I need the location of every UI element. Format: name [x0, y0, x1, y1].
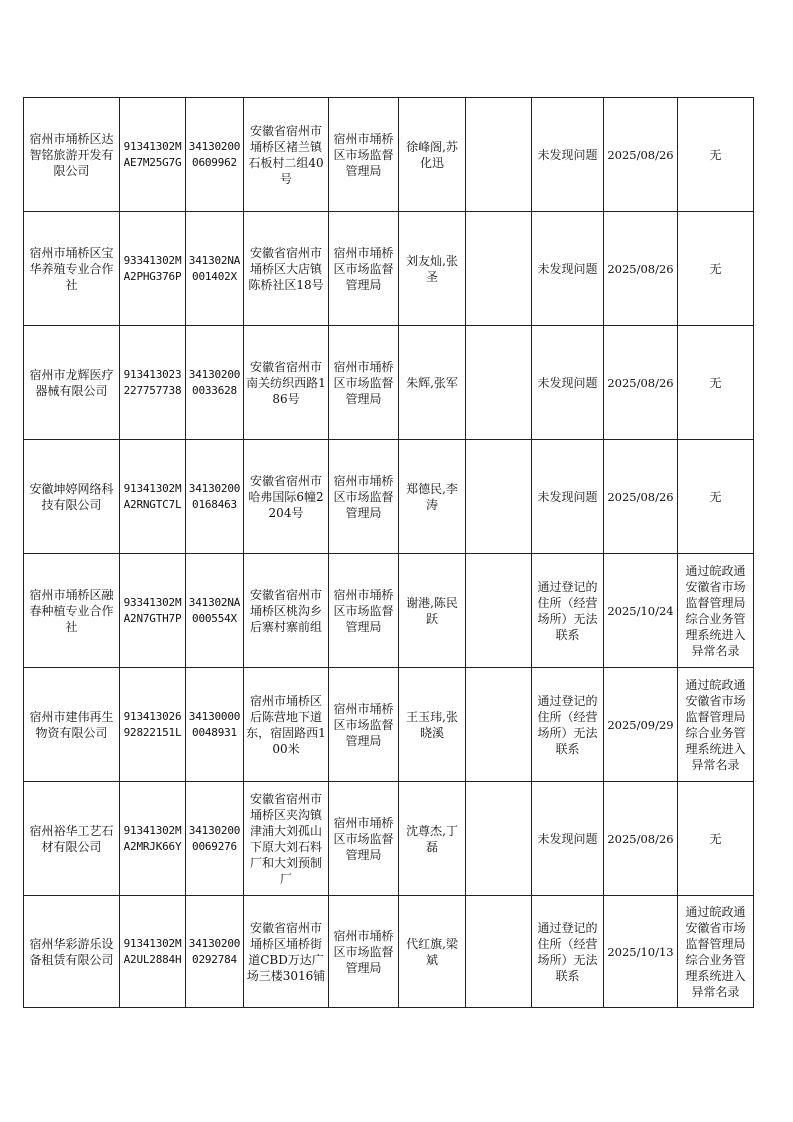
table-row: [24, 668, 754, 782]
registration-number-cell: 341302000033628: [186, 326, 244, 440]
address-cell: 安徽省宿州市埇桥区大店镇陈桥社区18号: [244, 212, 329, 326]
registration-number-cell: 341302NA001402X: [186, 212, 244, 326]
inspection-result-cell: 未发现问题: [532, 440, 604, 554]
address-cell: 安徽省宿州市埇桥区桃沟乡后寨村寨前组: [244, 554, 329, 668]
handling-action-cell: 无: [678, 782, 754, 896]
authority-cell: 宿州市埇桥区市场监督管理局: [329, 668, 399, 782]
inspection-result-cell: 未发现问题: [532, 326, 604, 440]
address-cell: 安徽省宿州市埇桥区埇桥街道CBD万达广场三楼3016铺: [244, 896, 329, 1008]
enterprise-name-cell: 宿州市埇桥区融春种植专业合作社: [24, 554, 120, 668]
inspection-date-cell: 2025/10/24: [604, 554, 678, 668]
address-cell: 安徽省宿州市南关纺织西路186号: [244, 326, 329, 440]
blank-cell: [466, 668, 532, 782]
blank-cell: [466, 326, 532, 440]
authority-cell: 宿州市埇桥区市场监督管理局: [329, 782, 399, 896]
table-row: [24, 782, 754, 896]
credit-code-cell: 91341302MA2MRJK66Y: [120, 782, 186, 896]
address-cell: 安徽省宿州市埇桥区夹沟镇津浦大刘孤山下原大刘石料厂和大刘预制厂: [244, 782, 329, 896]
authority-cell: 宿州市埇桥区市场监督管理局: [329, 212, 399, 326]
blank-cell: [466, 98, 532, 212]
enterprise-name-cell: 宿州华彩游乐设备租赁有限公司: [24, 896, 120, 1008]
enterprise-name-cell: 安徽坤婷网络科技有限公司: [24, 440, 120, 554]
inspectors-cell: 沈尊杰,丁磊: [399, 782, 466, 896]
registration-number-cell: 341302000069276: [186, 782, 244, 896]
inspection-result-cell: 未发现问题: [532, 98, 604, 212]
credit-code-cell: 913413023227757738: [120, 326, 186, 440]
inspection-result-cell: 通过登记的住所（经营场所）无法联系: [532, 896, 604, 1008]
inspection-date-cell: 2025/08/26: [604, 782, 678, 896]
handling-action-cell: 通过皖政通安徽省市场监督管理局综合业务管理系统进入异常名录: [678, 896, 754, 1008]
registration-number-cell: 341300000048931: [186, 668, 244, 782]
table-row: [24, 554, 754, 668]
registration-number-cell: 341302000168463: [186, 440, 244, 554]
address-cell: 安徽省宿州市哈弗国际6幢2204号: [244, 440, 329, 554]
enterprise-name-cell: 宿州裕华工艺石材有限公司: [24, 782, 120, 896]
handling-action-cell: 通过皖政通安徽省市场监督管理局综合业务管理系统进入异常名录: [678, 668, 754, 782]
credit-code-cell: 91341302692822151L: [120, 668, 186, 782]
handling-action-cell: 无: [678, 326, 754, 440]
inspection-date-cell: 2025/09/29: [604, 668, 678, 782]
enterprise-name-cell: 宿州市龙辉医疗器械有限公司: [24, 326, 120, 440]
inspection-date-cell: 2025/08/26: [604, 440, 678, 554]
inspectors-cell: 王玉玮,张晓溪: [399, 668, 466, 782]
inspection-result-cell: 通过登记的住所（经营场所）无法联系: [532, 668, 604, 782]
address-cell: 宿州市埇桥区后陈营地下道东，宿固路西100米: [244, 668, 329, 782]
inspectors-cell: 代红旗,梁斌: [399, 896, 466, 1008]
inspection-results-table: [23, 97, 754, 1008]
handling-action-cell: 通过皖政通安徽省市场监督管理局综合业务管理系统进入异常名录: [678, 554, 754, 668]
inspectors-cell: 谢港,陈民跃: [399, 554, 466, 668]
blank-cell: [466, 212, 532, 326]
authority-cell: 宿州市埇桥区市场监督管理局: [329, 554, 399, 668]
inspection-date-cell: 2025/08/26: [604, 98, 678, 212]
handling-action-cell: 无: [678, 440, 754, 554]
table-body: [24, 98, 754, 1008]
authority-cell: 宿州市埇桥区市场监督管理局: [329, 326, 399, 440]
table-row: [24, 212, 754, 326]
credit-code-cell: 91341302MA2UL2884H: [120, 896, 186, 1008]
registration-number-cell: 341302000609962: [186, 98, 244, 212]
inspection-date-cell: 2025/10/13: [604, 896, 678, 1008]
credit-code-cell: 93341302MA2N7GTH7P: [120, 554, 186, 668]
enterprise-name-cell: 宿州市建伟再生物资有限公司: [24, 668, 120, 782]
inspectors-cell: 徐峰阁,苏化迅: [399, 98, 466, 212]
inspectors-cell: 郑德民,李涛: [399, 440, 466, 554]
table-row: [24, 440, 754, 554]
inspection-date-cell: 2025/08/26: [604, 326, 678, 440]
inspectors-cell: 刘友灿,张圣: [399, 212, 466, 326]
table-row: [24, 896, 754, 1008]
registration-number-cell: 341302NA000554X: [186, 554, 244, 668]
address-cell: 安徽省宿州市埇桥区褚兰镇石板村二组40号: [244, 98, 329, 212]
blank-cell: [466, 782, 532, 896]
inspection-result-cell: 通过登记的住所（经营场所）无法联系: [532, 554, 604, 668]
registration-number-cell: 341302000292784: [186, 896, 244, 1008]
enterprise-name-cell: 宿州市埇桥区宝华养殖专业合作社: [24, 212, 120, 326]
blank-cell: [466, 896, 532, 1008]
credit-code-cell: 91341302MA2RNGTC7L: [120, 440, 186, 554]
table-row: [24, 98, 754, 212]
table-row: [24, 326, 754, 440]
blank-cell: [466, 554, 532, 668]
inspectors-cell: 朱辉,张军: [399, 326, 466, 440]
inspection-date-cell: 2025/08/26: [604, 212, 678, 326]
credit-code-cell: 91341302MAE7M25G7G: [120, 98, 186, 212]
inspection-result-cell: 未发现问题: [532, 212, 604, 326]
authority-cell: 宿州市埇桥区市场监督管理局: [329, 440, 399, 554]
authority-cell: 宿州市埇桥区市场监督管理局: [329, 98, 399, 212]
credit-code-cell: 93341302MA2PHG376P: [120, 212, 186, 326]
handling-action-cell: 无: [678, 212, 754, 326]
handling-action-cell: 无: [678, 98, 754, 212]
authority-cell: 宿州市埇桥区市场监督管理局: [329, 896, 399, 1008]
blank-cell: [466, 440, 532, 554]
enterprise-name-cell: 宿州市埇桥区达智铭旅游开发有限公司: [24, 98, 120, 212]
inspection-result-cell: 未发现问题: [532, 782, 604, 896]
